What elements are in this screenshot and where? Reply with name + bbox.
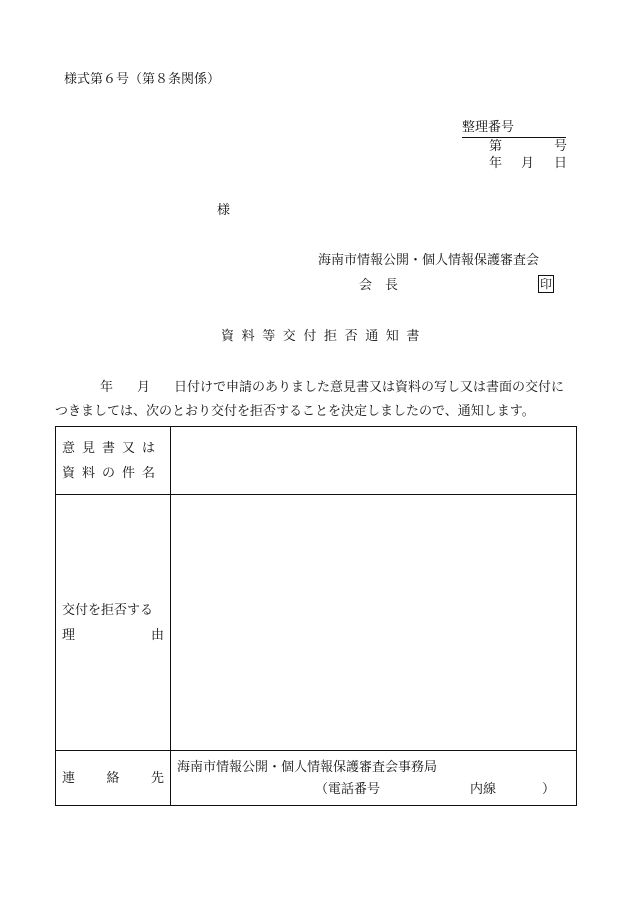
reason-label-line-1: 交付を拒否する bbox=[62, 602, 154, 618]
notice-table bbox=[55, 426, 577, 806]
reason-value-cell[interactable] bbox=[171, 495, 577, 751]
reference-number-label: 整理番号 bbox=[462, 121, 566, 138]
reason-label-right: 由 bbox=[150, 627, 164, 643]
subject-label-line-2: 資料の件名 bbox=[62, 465, 163, 481]
body-line-1 bbox=[100, 381, 564, 394]
date-day: 日 bbox=[554, 156, 568, 171]
reference-number-prefix: 第 bbox=[489, 139, 503, 154]
table-row bbox=[56, 427, 577, 495]
table-row bbox=[56, 751, 577, 806]
contact-label-right: 先 bbox=[150, 770, 164, 786]
sender-title: 会長 bbox=[359, 278, 412, 293]
contact-office: 海南市情報公開・個人情報保護審査会事務局 bbox=[177, 760, 438, 775]
date-month: 月 bbox=[521, 156, 535, 171]
sender-organization: 海南市情報公開・個人情報保護審査会 bbox=[318, 253, 540, 268]
body-month: 月 bbox=[137, 380, 151, 395]
addressee-honorific: 様 bbox=[217, 203, 231, 218]
subject-label-line-1: 意見書又は bbox=[62, 440, 163, 456]
table-row bbox=[56, 495, 577, 751]
reason-label-line-2 bbox=[62, 623, 170, 648]
contact-value-cell bbox=[171, 751, 577, 806]
subject-label-cell bbox=[56, 427, 171, 495]
date-year: 年 bbox=[489, 156, 503, 171]
reference-number-suffix: 号 bbox=[554, 139, 568, 154]
document-title: 資料等交付拒否通知書 bbox=[221, 329, 428, 344]
seal-mark: 印 bbox=[540, 277, 553, 291]
body-line-1-text: 日付けで申請のありました意見書又は資料の写し又は書面の交付に bbox=[174, 380, 565, 395]
contact-label bbox=[62, 766, 170, 791]
contact-label-cell bbox=[56, 751, 171, 806]
contact-label-left: 連 bbox=[62, 770, 76, 786]
contact-phone-line bbox=[177, 779, 570, 801]
extension-label: 内線 bbox=[470, 782, 497, 797]
body-line-2: つきましては、次のとおり交付を拒否することを決定しましたので、通知します。 bbox=[55, 404, 535, 419]
subject-value-cell[interactable] bbox=[171, 427, 577, 495]
form-number: 様式第６号（第８条関係） bbox=[64, 72, 221, 87]
contact-label-mid: 絡 bbox=[106, 770, 120, 786]
reason-label-cell bbox=[56, 495, 171, 751]
phone-label: （電話番号 bbox=[315, 782, 381, 797]
body-year: 年 bbox=[100, 380, 114, 395]
phone-close-paren: ） bbox=[542, 782, 556, 797]
reason-label-left: 理 bbox=[62, 627, 76, 643]
